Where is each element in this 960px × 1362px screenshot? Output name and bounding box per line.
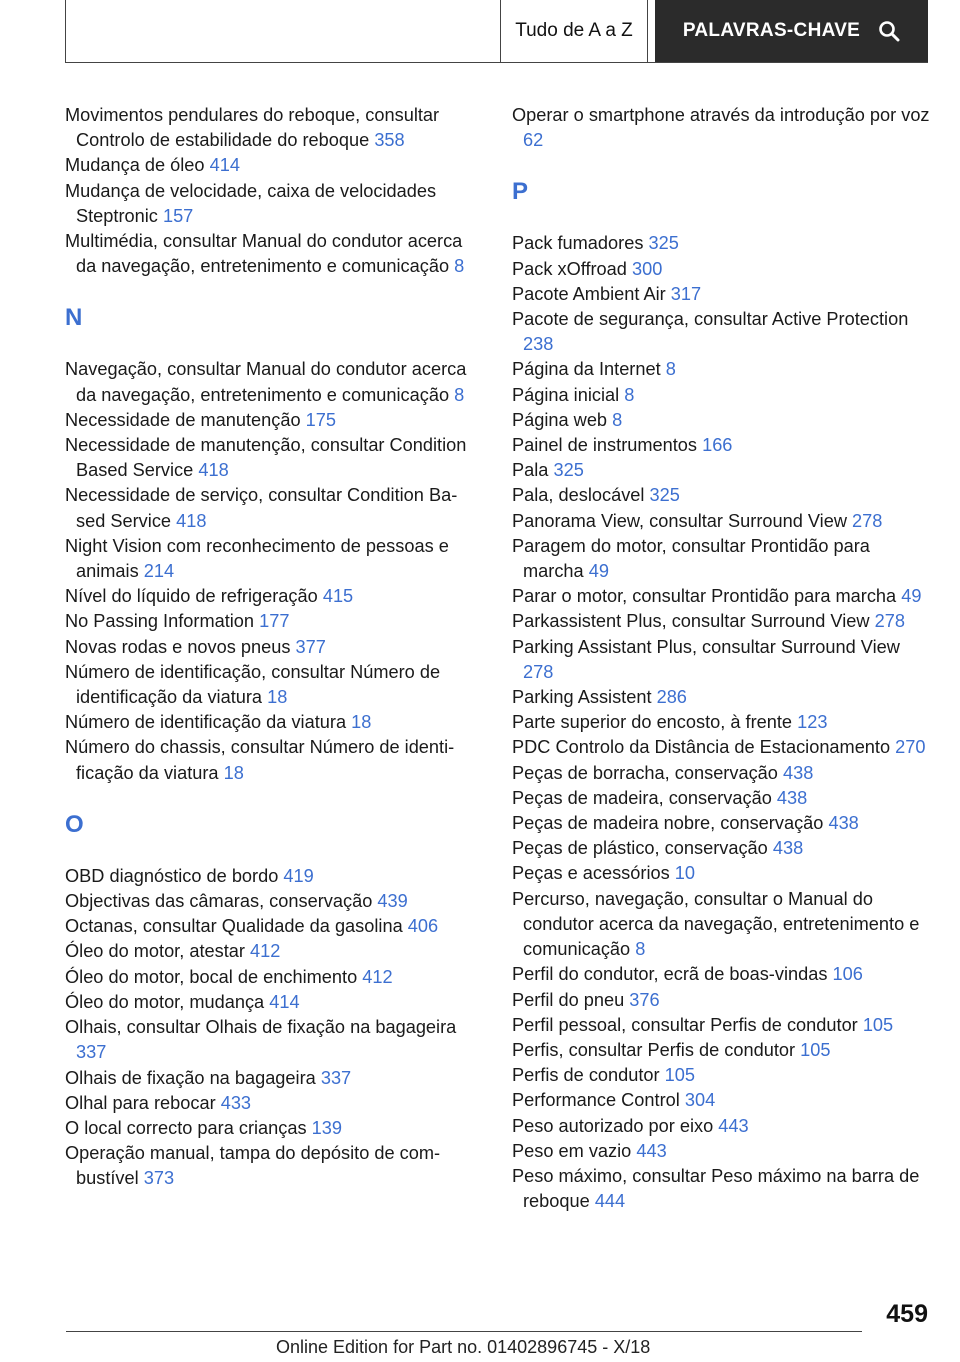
page-reference-link[interactable]: 443 bbox=[636, 1140, 667, 1161]
index-entry bbox=[512, 584, 932, 609]
page-reference-link[interactable]: 238 bbox=[523, 334, 554, 355]
index-entry-text: Óleo do motor, bocal de enchimento bbox=[65, 966, 358, 987]
page-reference-link[interactable]: 278 bbox=[523, 661, 554, 682]
index-entry-text: Parkassistent Plus, consultar Surround View bbox=[512, 611, 870, 632]
page-reference-link[interactable]: 8 bbox=[635, 939, 646, 960]
index-entry bbox=[65, 153, 480, 178]
index-entry bbox=[65, 735, 480, 785]
index-entry-text: Parking Assistant Plus, consultar Surround View bbox=[512, 636, 900, 657]
index-entry bbox=[512, 635, 932, 685]
index-entry bbox=[512, 1139, 932, 1164]
index-entry bbox=[512, 307, 932, 357]
index-entry bbox=[512, 786, 932, 811]
index-entry-text: Peso em vazio bbox=[512, 1140, 632, 1161]
index-entry bbox=[512, 509, 932, 534]
index-entry-text: Pack xOffroad bbox=[512, 258, 627, 279]
page-reference-link[interactable]: 444 bbox=[594, 1191, 626, 1212]
index-entry-text: Multimédia, consultar Manual do condutor acerca da navegação, entretenimento e comunicação bbox=[65, 231, 463, 277]
header-left-border bbox=[65, 0, 66, 63]
page-reference-link[interactable]: 300 bbox=[631, 258, 663, 279]
index-column-right bbox=[512, 103, 932, 1214]
index-entry bbox=[512, 433, 932, 458]
index-entry-text: Necessidade de manutenção, consultar Condition Based Service bbox=[65, 435, 467, 481]
page-reference-link[interactable]: 49 bbox=[901, 586, 922, 607]
page-reference-link[interactable]: 18 bbox=[267, 687, 288, 708]
index-entry bbox=[512, 458, 932, 483]
index-entry bbox=[512, 710, 932, 735]
page-reference-link[interactable]: 415 bbox=[322, 586, 354, 607]
index-entry-text: Navegação, consultar Manual do condutor acerca da navegação, entretenimento e comunicação bbox=[65, 359, 467, 405]
index-entry bbox=[65, 710, 480, 735]
index-entry bbox=[65, 229, 480, 279]
page-reference-link[interactable]: 325 bbox=[649, 485, 680, 506]
index-entry-text: Pacote de segurança, consultar Active Protection bbox=[512, 309, 909, 330]
index-entry bbox=[65, 965, 480, 990]
page-reference-link[interactable]: 438 bbox=[828, 813, 859, 834]
page-reference-link[interactable]: 304 bbox=[684, 1090, 716, 1111]
page-reference-link[interactable]: 418 bbox=[198, 460, 229, 481]
page-reference-link[interactable]: 414 bbox=[209, 155, 240, 176]
index-entry-text: Peças de plástico, conservação bbox=[512, 838, 768, 859]
page-reference-link[interactable]: 373 bbox=[143, 1168, 175, 1189]
index-entry-text: Peças de madeira nobre, conservação bbox=[512, 813, 824, 834]
page-reference-link[interactable]: 443 bbox=[718, 1115, 749, 1136]
section-letter: N bbox=[65, 304, 83, 332]
page-reference-link[interactable]: 286 bbox=[656, 687, 687, 708]
index-entry-text: Parte superior do encosto, à frente bbox=[512, 712, 793, 733]
index-entry bbox=[512, 685, 932, 710]
index-entry-text: Olhal para rebocar bbox=[65, 1092, 216, 1113]
page-reference-link[interactable]: 406 bbox=[407, 916, 439, 937]
index-entry-text: Novas rodas e novos pneus bbox=[65, 636, 291, 657]
tab-keywords[interactable] bbox=[655, 0, 928, 62]
index-entry bbox=[65, 1015, 480, 1065]
page-reference-link[interactable]: 325 bbox=[553, 460, 584, 481]
page-reference-link[interactable]: 337 bbox=[76, 1042, 107, 1063]
page-reference-link[interactable]: 412 bbox=[250, 941, 281, 962]
index-entry bbox=[65, 584, 480, 609]
page-reference-link[interactable]: 412 bbox=[362, 966, 393, 987]
page-reference-link[interactable]: 8 bbox=[612, 409, 623, 430]
index-entry-text: Night Vision com reconhecimento de pessoas e animais bbox=[65, 535, 449, 582]
page-reference-link[interactable]: 10 bbox=[674, 863, 695, 884]
index-column-left bbox=[65, 103, 480, 1192]
index-entry bbox=[65, 939, 480, 964]
index-entry-text: OBD diagnóstico de bordo bbox=[65, 865, 279, 886]
page-reference-link[interactable]: 166 bbox=[702, 435, 733, 456]
page-reference-link[interactable]: 106 bbox=[832, 964, 863, 985]
index-entry-text: Performance Control bbox=[512, 1090, 680, 1111]
index-entry-text: Página inicial bbox=[512, 384, 620, 405]
index-entry-text: Parking Assistent bbox=[512, 687, 652, 708]
index-entry bbox=[512, 761, 932, 786]
index-entry-text: Número de identificação, consultar Número de identificação da viatura bbox=[65, 661, 441, 708]
index-entry bbox=[512, 282, 932, 307]
index-entry bbox=[512, 257, 932, 282]
index-entry-text: Óleo do motor, atestar bbox=[65, 941, 245, 962]
page-reference-link[interactable]: 62 bbox=[523, 130, 544, 151]
index-entry bbox=[65, 1091, 480, 1116]
tab-a-to-z-label: Tudo de A a Z bbox=[515, 20, 633, 41]
page-reference-link[interactable]: 418 bbox=[176, 510, 207, 531]
tab-keywords-label: PALAVRAS-CHAVE bbox=[682, 20, 861, 41]
index-entry bbox=[512, 103, 932, 153]
page-reference-link[interactable]: 105 bbox=[664, 1065, 696, 1086]
page-reference-link[interactable]: 8 bbox=[454, 256, 465, 277]
index-entry bbox=[512, 735, 932, 760]
index-entry-text: Número de identificação da viatura bbox=[65, 712, 347, 733]
index-entry bbox=[512, 383, 932, 408]
index-entry bbox=[512, 1164, 932, 1214]
page-reference-link[interactable]: 438 bbox=[772, 838, 804, 859]
page-reference-link[interactable]: 317 bbox=[670, 283, 702, 304]
page-reference-link[interactable]: 8 bbox=[624, 384, 635, 405]
index-entry bbox=[512, 357, 932, 382]
index-entry bbox=[512, 887, 932, 963]
page-reference-link[interactable]: 123 bbox=[797, 712, 828, 733]
index-entry bbox=[512, 534, 932, 584]
index-entry bbox=[65, 864, 480, 889]
index-entry-text: Número do chassis, consultar Número de identificação da viatura bbox=[65, 737, 455, 783]
index-entry-text: Pack fumadores bbox=[512, 233, 644, 254]
index-entry-text: PDC Controlo da Distância de Estacionamento bbox=[512, 737, 891, 758]
footer-rule bbox=[66, 1331, 862, 1332]
page-reference-link[interactable]: 414 bbox=[269, 991, 300, 1012]
index-entry-text: Perfil do condutor, ecrã de boas-vindas bbox=[512, 964, 828, 985]
index-entry-text: Perfis, consultar Perfis de condutor bbox=[512, 1039, 796, 1060]
index-entry-text: Painel de instrumentos bbox=[512, 435, 698, 456]
index-entry-text: Página da Internet bbox=[512, 359, 661, 380]
index-entry bbox=[512, 811, 932, 836]
index-entry-text: Pacote Ambient Air bbox=[512, 283, 666, 304]
index-entry-text: Peso autorizado por eixo bbox=[512, 1115, 714, 1136]
index-entry bbox=[65, 660, 480, 710]
index-entry-text: Peças de borracha, conservação bbox=[512, 762, 778, 783]
index-entry-text: Peças de madeira, conservação bbox=[512, 787, 772, 808]
page-reference-link[interactable]: 438 bbox=[782, 762, 814, 783]
index-entry-text: Parar o motor, consultar Prontidão para marcha bbox=[512, 586, 897, 607]
page-reference-link[interactable]: 325 bbox=[648, 233, 679, 254]
page-reference-link[interactable]: 175 bbox=[305, 409, 337, 430]
page-reference-link[interactable]: 157 bbox=[162, 205, 194, 226]
index-entry bbox=[65, 1116, 480, 1141]
index-entry bbox=[512, 988, 932, 1013]
page-reference-link[interactable]: 18 bbox=[351, 712, 372, 733]
index-entry bbox=[512, 1088, 932, 1113]
index-entry bbox=[512, 483, 932, 508]
index-entry-text: Octanas, consultar Qualidade da gasolina bbox=[65, 916, 403, 937]
index-entry bbox=[65, 408, 480, 433]
section-letter: P bbox=[512, 178, 529, 206]
tab-a-to-z[interactable] bbox=[500, 0, 648, 62]
index-entry-text: Pala bbox=[512, 460, 549, 481]
footer-edition: Online Edition for Part no. 01402896745 - X/18 bbox=[276, 1336, 651, 1357]
page-reference-link[interactable]: 433 bbox=[220, 1092, 252, 1113]
page-reference-link[interactable]: 438 bbox=[776, 787, 808, 808]
index-entry bbox=[65, 179, 480, 229]
index-entry bbox=[512, 1114, 932, 1139]
index-entry-text: Perfil pessoal, consultar Perfis de condutor bbox=[512, 1014, 858, 1035]
index-entry bbox=[65, 914, 480, 939]
index-entry-text: Necessidade de serviço, consultar Condition Based Service bbox=[65, 485, 458, 531]
index-entry-text: Panorama View, consultar Surround View bbox=[512, 510, 847, 531]
index-entry-text: Peças e acessórios bbox=[512, 863, 670, 884]
index-entry bbox=[512, 1038, 932, 1063]
page-reference-link[interactable]: 270 bbox=[895, 737, 926, 758]
page-reference-link[interactable]: 8 bbox=[665, 359, 676, 380]
index-entry bbox=[512, 836, 932, 861]
page-reference-link[interactable]: 358 bbox=[374, 130, 405, 151]
page-reference-link[interactable]: 278 bbox=[852, 510, 883, 531]
index-entry bbox=[512, 408, 932, 433]
index-entry-text: Percurso, navegação, consultar o Manual do condutor acerca da navegação, entretenimento e comunicação bbox=[512, 888, 920, 960]
index-entry bbox=[65, 103, 480, 153]
index-entry bbox=[512, 609, 932, 634]
index-entry bbox=[65, 483, 480, 533]
index-entry bbox=[65, 635, 480, 660]
index-entry-text: Necessidade de manutenção bbox=[65, 409, 301, 430]
index-entry-text: Pala, deslocável bbox=[512, 485, 645, 506]
page-reference-link[interactable]: 49 bbox=[588, 561, 609, 582]
page-reference-link[interactable]: 214 bbox=[143, 561, 175, 582]
page-reference-link[interactable]: 18 bbox=[223, 762, 244, 783]
section-letter: O bbox=[65, 810, 84, 838]
index-entry-text: Olhais de fixação na bagageira bbox=[65, 1067, 316, 1088]
index-entry-text: Óleo do motor, mudança bbox=[65, 991, 265, 1012]
page-reference-link[interactable]: 439 bbox=[377, 891, 408, 912]
index-entry-text: Movimentos pendulares do reboque, consultar Controlo de estabilidade do reboque bbox=[65, 105, 440, 151]
page-reference-link[interactable]: 105 bbox=[862, 1014, 894, 1035]
index-entry-text: Paragem do motor, consultar Prontidão para marcha bbox=[512, 535, 870, 582]
search-icon bbox=[878, 20, 900, 42]
index-entry-text: Página web bbox=[512, 409, 608, 430]
index-entry-text: Perfis de condutor bbox=[512, 1065, 660, 1086]
page-reference-link[interactable]: 139 bbox=[311, 1117, 343, 1138]
index-entry-text: Peso máximo, consultar Peso máximo na barra de reboque bbox=[512, 1165, 920, 1212]
index-entry bbox=[512, 1013, 932, 1038]
index-entry-text: Objectivas das câmaras, conservação bbox=[65, 891, 373, 912]
index-entry bbox=[512, 231, 932, 256]
index-entry bbox=[65, 1066, 480, 1091]
index-entry-text: Operação manual, tampa do depósito de combustível bbox=[65, 1143, 441, 1189]
index-entry bbox=[65, 357, 480, 407]
index-entry bbox=[65, 433, 480, 483]
index-entry bbox=[65, 990, 480, 1015]
index-entry-text: O local correcto para crianças bbox=[65, 1117, 307, 1138]
index-entry-text: Mudança de velocidade, caixa de velocidades Steptronic bbox=[65, 180, 437, 226]
page-reference-link[interactable]: 377 bbox=[295, 636, 326, 657]
page-reference-link[interactable]: 177 bbox=[259, 611, 290, 632]
index-entry bbox=[512, 861, 932, 886]
index-entry-text: Olhais, consultar Olhais de fixação na bagageira bbox=[65, 1017, 457, 1038]
page-number: 459 bbox=[886, 1300, 928, 1328]
page-reference-link[interactable]: 278 bbox=[874, 611, 905, 632]
index-entry bbox=[512, 962, 932, 987]
page-reference-link[interactable]: 419 bbox=[283, 865, 314, 886]
index-entry-text: Mudança de óleo bbox=[65, 155, 205, 176]
page-reference-link[interactable]: 376 bbox=[629, 989, 660, 1010]
index-entry bbox=[65, 609, 480, 634]
header-rule bbox=[66, 62, 928, 63]
index-entry bbox=[512, 1063, 932, 1088]
index-entry-text: Operar o smartphone através da introdução por voz bbox=[512, 105, 930, 125]
index-entry-text: No Passing Information bbox=[65, 611, 255, 632]
page-reference-link[interactable]: 105 bbox=[800, 1039, 831, 1060]
page-reference-link[interactable]: 337 bbox=[320, 1067, 352, 1088]
index-entry-text: Perfil do pneu bbox=[512, 989, 625, 1010]
index-entry bbox=[65, 534, 480, 584]
index-entry-text: Nível do líquido de refrigeração bbox=[65, 586, 318, 607]
page-reference-link[interactable]: 8 bbox=[454, 384, 465, 405]
index-entry bbox=[65, 889, 480, 914]
index-entry bbox=[65, 1141, 480, 1191]
